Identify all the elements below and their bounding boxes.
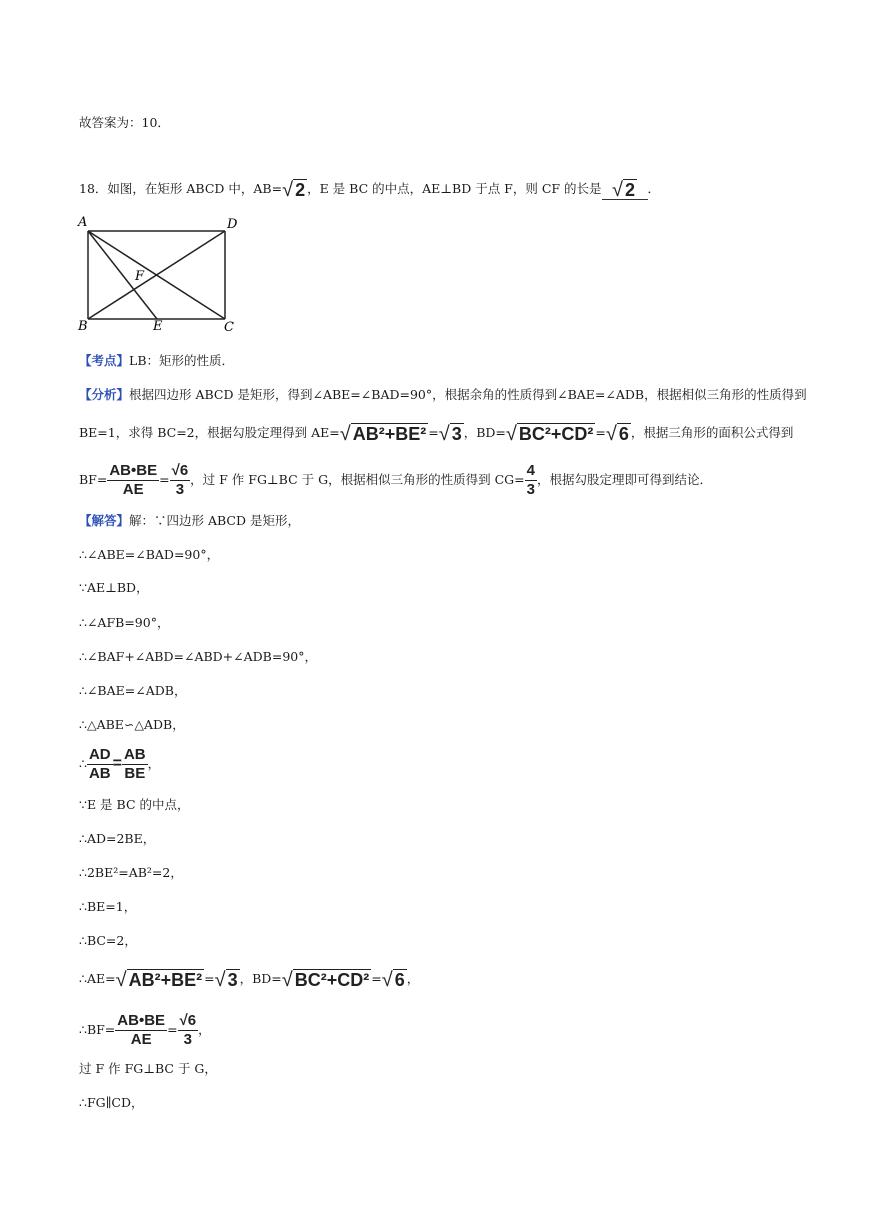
sqrt-bd-expr: √ BC²+CD²	[505, 422, 594, 445]
sqrt-ae-expr: √ AB²+BE²	[115, 968, 203, 991]
sqrt-ae-expr: √ AB²+BE²	[339, 422, 427, 445]
frac-ab-be: $\frac{AB}{BE}$	[123, 746, 146, 782]
sqrt-bd-expr: √ BC²+CD²	[281, 968, 370, 991]
fenxi-line2: BE=1，求得 BC=2，根据勾股定理得到 AE=√ AB²+BE² =√ 3 ，BD=√ BC²+CD² =√ 6 ，根据三角形的面积公式得到	[79, 422, 794, 445]
fenxi-text3b: ，过 F 作 FG⊥BC 于 G，根据相似三角形的性质得到 CG=	[190, 472, 525, 487]
ae-prefix: ∴AE=	[79, 971, 116, 986]
problem-prefix: 18．如图，在矩形 ABCD 中，AB=	[79, 181, 283, 196]
frac-cg: $\frac{4}{3}$	[526, 462, 535, 498]
ratio-prefix: ∴	[79, 756, 87, 771]
jieda-step: ∴∠BAF+∠ABD=∠ABD+∠ADB=90°，	[79, 649, 317, 664]
frac-bf: $\frac{AB•BE}{AE}$	[109, 462, 158, 498]
label-c: C	[224, 320, 234, 335]
label-f: F	[135, 269, 145, 284]
sqrt-6: √ 6	[605, 422, 629, 445]
problem-end: ．	[647, 181, 661, 196]
jieda-step: ∵AE⊥BD，	[79, 580, 149, 595]
frac-bf-val: $\frac{√6}{3}$	[171, 462, 189, 498]
problem-middle: ，E 是 BC 的中点，AE⊥BD 于点 F，则 CF 的长是	[307, 181, 602, 196]
jieda-tag: 【解答】	[79, 513, 130, 528]
fenxi-tag: 【分析】	[79, 387, 130, 402]
frac-bf-val: $\frac{√6}{3}$	[179, 1012, 197, 1048]
label-a: A	[78, 215, 88, 230]
jieda-step: ∴∠BAE=∠ADB，	[79, 683, 187, 698]
sqrt-3: √ 3	[214, 968, 238, 991]
fenxi-text2a: BE=1，求得 BC=2，根据勾股定理得到 AE=	[79, 425, 340, 440]
bf-prefix: ∴BF=	[79, 1022, 116, 1037]
answer-line: 故答案为：10．	[79, 115, 170, 130]
problem-18	[79, 180, 660, 200]
fenxi-line3: BF= $\frac{AB•BE}{AE}$ = $\frac{√6}{3}$ ，过 F 作 FG⊥BC 于 G，根据相似三角形的性质得到 CG= $\frac{4}{3}$ ，根据勾股定理即可得到结论．	[79, 462, 712, 498]
jieda-step: ∴∠AFB=90°，	[79, 615, 170, 630]
jieda-step: ∴FG∥CD，	[79, 1095, 144, 1110]
label-b: B	[78, 319, 88, 334]
fenxi-text3a: BF=	[79, 472, 108, 487]
fenxi-line1	[79, 386, 807, 404]
jieda-step: ∴∠ABE=∠BAD=90°，	[79, 547, 220, 562]
rectangle-figure	[76, 214, 246, 336]
jieda-step: ∴2BE²=AB²=2，	[79, 865, 183, 880]
ratio-line: ∴ $\frac{AD}{AB}$ = $\frac{AB}{BE}$ ，	[79, 746, 161, 782]
label-e: E	[153, 319, 163, 334]
fenxi-text2b: ，BD=	[463, 425, 506, 440]
jieda-first	[79, 512, 300, 530]
frac-ad-ab: $\frac{AD}{AB}$	[88, 746, 111, 782]
kaodian-text: LB：矩形的性质．	[129, 353, 235, 368]
bd-prefix: ，BD=	[239, 971, 282, 986]
jieda-step: ∴BE=1，	[79, 899, 137, 914]
jieda-step: ∵E 是 BC 的中点，	[79, 797, 190, 812]
kaodian-tag: 【考点】	[79, 353, 130, 368]
frac-bf: $\frac{AB•BE}{AE}$	[117, 1012, 166, 1048]
jieda-first-text: 解：∵四边形 ABCD 是矩形，	[129, 513, 300, 528]
jieda-step: 过 F 作 FG⊥BC 于 G，	[79, 1061, 217, 1076]
answer-blank: √ 2	[602, 180, 648, 200]
kaodian	[79, 352, 234, 370]
sqrt-ab: √ 2	[282, 178, 306, 201]
sqrt-6: √ 6	[381, 968, 405, 991]
jieda-step: ∴BC=2，	[79, 933, 137, 948]
jieda-step: ∴△ABE∽△ADB，	[79, 717, 185, 732]
label-d: D	[227, 217, 238, 232]
bf-line: ∴BF= $\frac{AB•BE}{AE}$ = $\frac{√6}{3}$ ，	[79, 1012, 211, 1048]
jieda-step: ∴AD=2BE，	[79, 831, 156, 846]
fenxi-text2c: ，根据三角形的面积公式得到	[630, 425, 794, 440]
sqrt-3: √ 3	[438, 422, 462, 445]
fenxi-text3c: ，根据勾股定理即可得到结论．	[536, 472, 712, 487]
fenxi-text1: 根据四边形 ABCD 是矩形，得到∠ABE=∠BAD=90°，根据余角的性质得到∠BAE=∠ADB，根据相似三角形的性质得到	[129, 387, 807, 402]
ae-bd-line: ∴AE=√ AB²+BE² =√ 3 ，BD=√ BC²+CD² =√ 6 ，	[79, 968, 420, 991]
